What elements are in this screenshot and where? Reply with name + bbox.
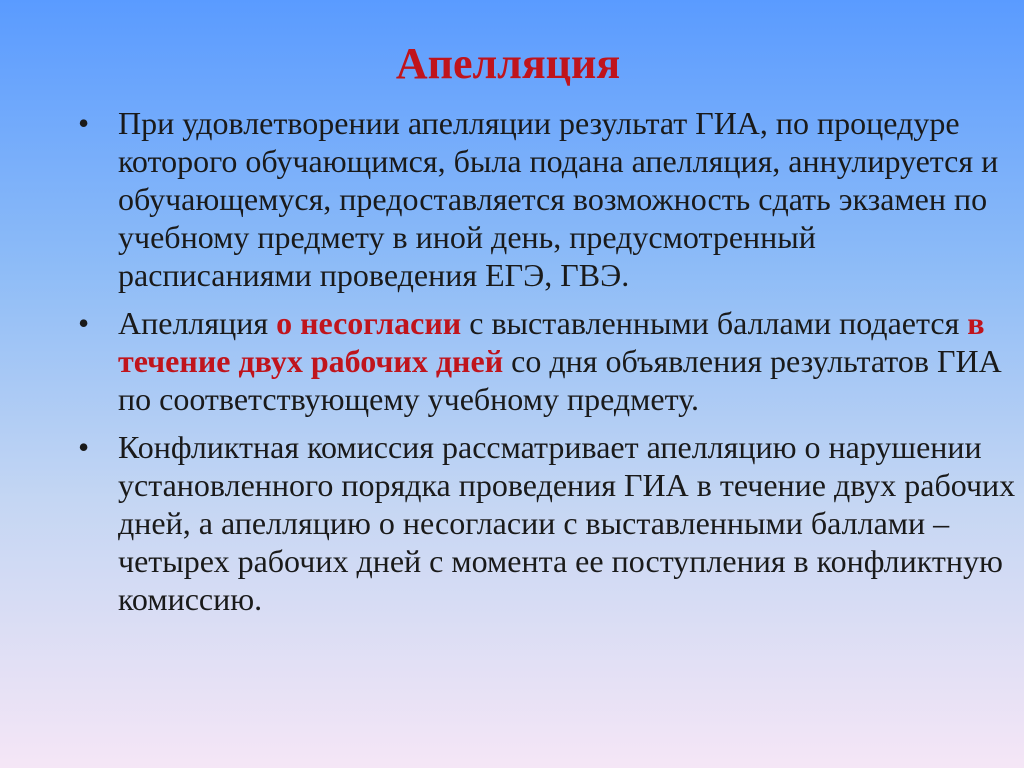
highlight-phrase: в течение двух рабочих дней	[118, 305, 985, 379]
highlight-phrase: о несогласии	[276, 305, 462, 341]
bullet-text-part: Апелляция	[118, 305, 277, 341]
bullet-text: Конфликтная комиссия рассматривает апелляцию о нарушении установленного порядка проведения ГИА в течение двух рабочих дней, а апелляцию о несогласии с выставленными баллами – четырех рабочих дней с момента ее поступления в конфликтную комиссию.	[118, 429, 1016, 617]
bullet-item-1	[76, 104, 1016, 294]
bullet-text-part: с выставленными баллами подается	[461, 305, 968, 341]
bullet-marker: •	[78, 105, 90, 141]
bullet-text: При удовлетворении апелляции результат ГИА, по процедуре которого обучающимся, была подана апелляция, аннулируется и обучающемуся, предоставляется возможность сдать экзамен по учебному предмету в иной день, предусмотренный расписаниями проведения ЕГЭ, ГВЭ.	[118, 105, 999, 293]
bullet-item-2	[76, 304, 1016, 418]
bullet-text-part: со дня объявления результатов ГИА по соответствующему учебному предмету.	[118, 343, 1002, 417]
slide-title: Апелляция	[395, 39, 621, 88]
bullet-marker: •	[78, 429, 90, 465]
bullet-marker: •	[78, 305, 90, 341]
bullet-item-3	[76, 428, 1016, 618]
bullet-list	[76, 104, 1016, 628]
